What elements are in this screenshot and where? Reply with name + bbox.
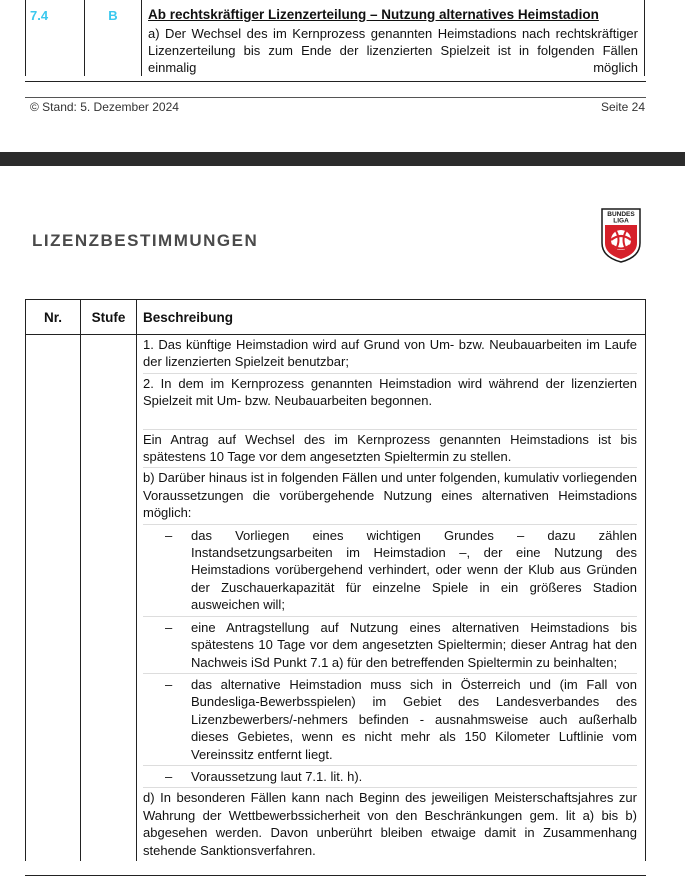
list-item [143,617,637,674]
previous-table [25,0,645,76]
row-text: a) Der Wechsel des im Kernprozess genannten Heimstadions nach rechtskräftiger Lizenzerteilung bis zum Ende der lizenzierten Spielzeit ist in folgenden Fällen einmalig möglich [148,26,638,75]
list-item-text: eine Antragstellung auf Nutzung eines alternativen Heimstadions bis spätestens 10 Tage vor dem angesetzten Spieltermin; dieser Antrag hat den Nachweis iSd Punkt 7.1 a) für den betreffenden Spieltermin zu beinhalten; [191,619,637,670]
row-stufe: B [85,0,142,76]
list-item-text: Voraussetzung laut 7.1. lit. h). [191,768,363,784]
row-title: Ab rechtskräftiger Lizenzerteilung – Nutzung alternatives Heimstadion [148,7,599,22]
table-bottom-border [25,81,646,82]
footer-divider [25,97,646,98]
bundesliga-logo-icon [600,207,642,263]
table-header-row [26,300,646,335]
cell-stufe [81,335,137,861]
dash-icon: – [165,768,173,784]
paragraph-d: d) In besonderen Fällen kann nach Beginn des jeweiligen Meisterschaftsjahres zur Wahrung der Wettbewerbssicherheit von den Beschränkungen gem. lit a) bis b) abgesehen werden. Davon unberührt bleiben etwaige damit in Zusammenhang stehende Sanktionsverfahren. [143,790,637,858]
previous-page-fragment [0,0,685,150]
column-header-nr: Nr. [26,300,81,335]
svg-text:BUNDES: BUNDES [607,211,635,218]
dash-icon: – [165,619,173,635]
spacer [143,412,637,430]
svg-text:LIGA: LIGA [613,217,629,225]
paragraph-case-2: 2. In dem im Kernprozess genannten Heimstadion wird während der lizenzierten Spielzeit mit Um- bzw. Neubauarbeiten begonnen. [143,375,637,409]
column-header-stufe: Stufe [81,300,137,335]
table-row [26,335,646,861]
page-separator [0,152,685,166]
list-item [143,525,637,617]
footer-date: © Stand: 5. Dezember 2024 [30,100,179,114]
paragraph-b: b) Darüber hinaus ist in folgenden Fällen und unter folgenden, kumulativ vorliegenden Voraussetzungen die vorübergehende Nutzung eines alternativen Heimstadions möglich: [143,468,637,524]
row-description [142,0,645,76]
list-item [143,766,637,788]
cell-description [137,335,646,861]
list-item [143,674,637,766]
table-row [26,0,645,76]
footer-page-number: Seite 24 [600,100,645,114]
list-item-text: das alternative Heimstadion muss sich in Österreich und (im Fall von Bundesliga-Bewerbsspielen) im Gebiet des Landesverbandes des Lizenzbewerbers/-nehmers befinden - ausnahmsweise auch außerhalb dieses Gebietes, wenn es nicht mehr als 150 Kilometer Luftlinie vom Vereinssitz entfernt liegt. [191,676,637,762]
list-item-text: das Vorliegen eines wichtigen Grundes – dazu zählen Instandsetzungsarbeiten im Heimstadion –, der eine Nutzung des Heimstadions vorübergehend verhindert, oder wenn der Klub aus Gründen der Zuschauerkapazität für einzelne Spiele in ein größeres Stadion ausweichen will; [191,527,637,613]
license-table [25,299,646,861]
dash-icon: – [165,676,173,692]
dash-icon: – [165,527,173,543]
page-title: LIZENZBESTIMMUNGEN [32,231,259,250]
table-bottom-border [25,875,646,876]
paragraph-case-1: 1. Das künftige Heimstadion wird auf Grund von Um- bzw. Neubauarbeiten im Laufe der lizenzierten Spielzeit benutzbar; [143,335,637,374]
column-header-beschreibung: Beschreibung [137,300,646,335]
row-number: 7.4 [26,0,85,76]
cell-nr [26,335,81,861]
paragraph-application: Ein Antrag auf Wechsel des im Kernprozess genannten Heimstadions ist bis spätestens 10 Tage vor dem angesetzten Spieltermin zu stellen. [143,430,637,469]
